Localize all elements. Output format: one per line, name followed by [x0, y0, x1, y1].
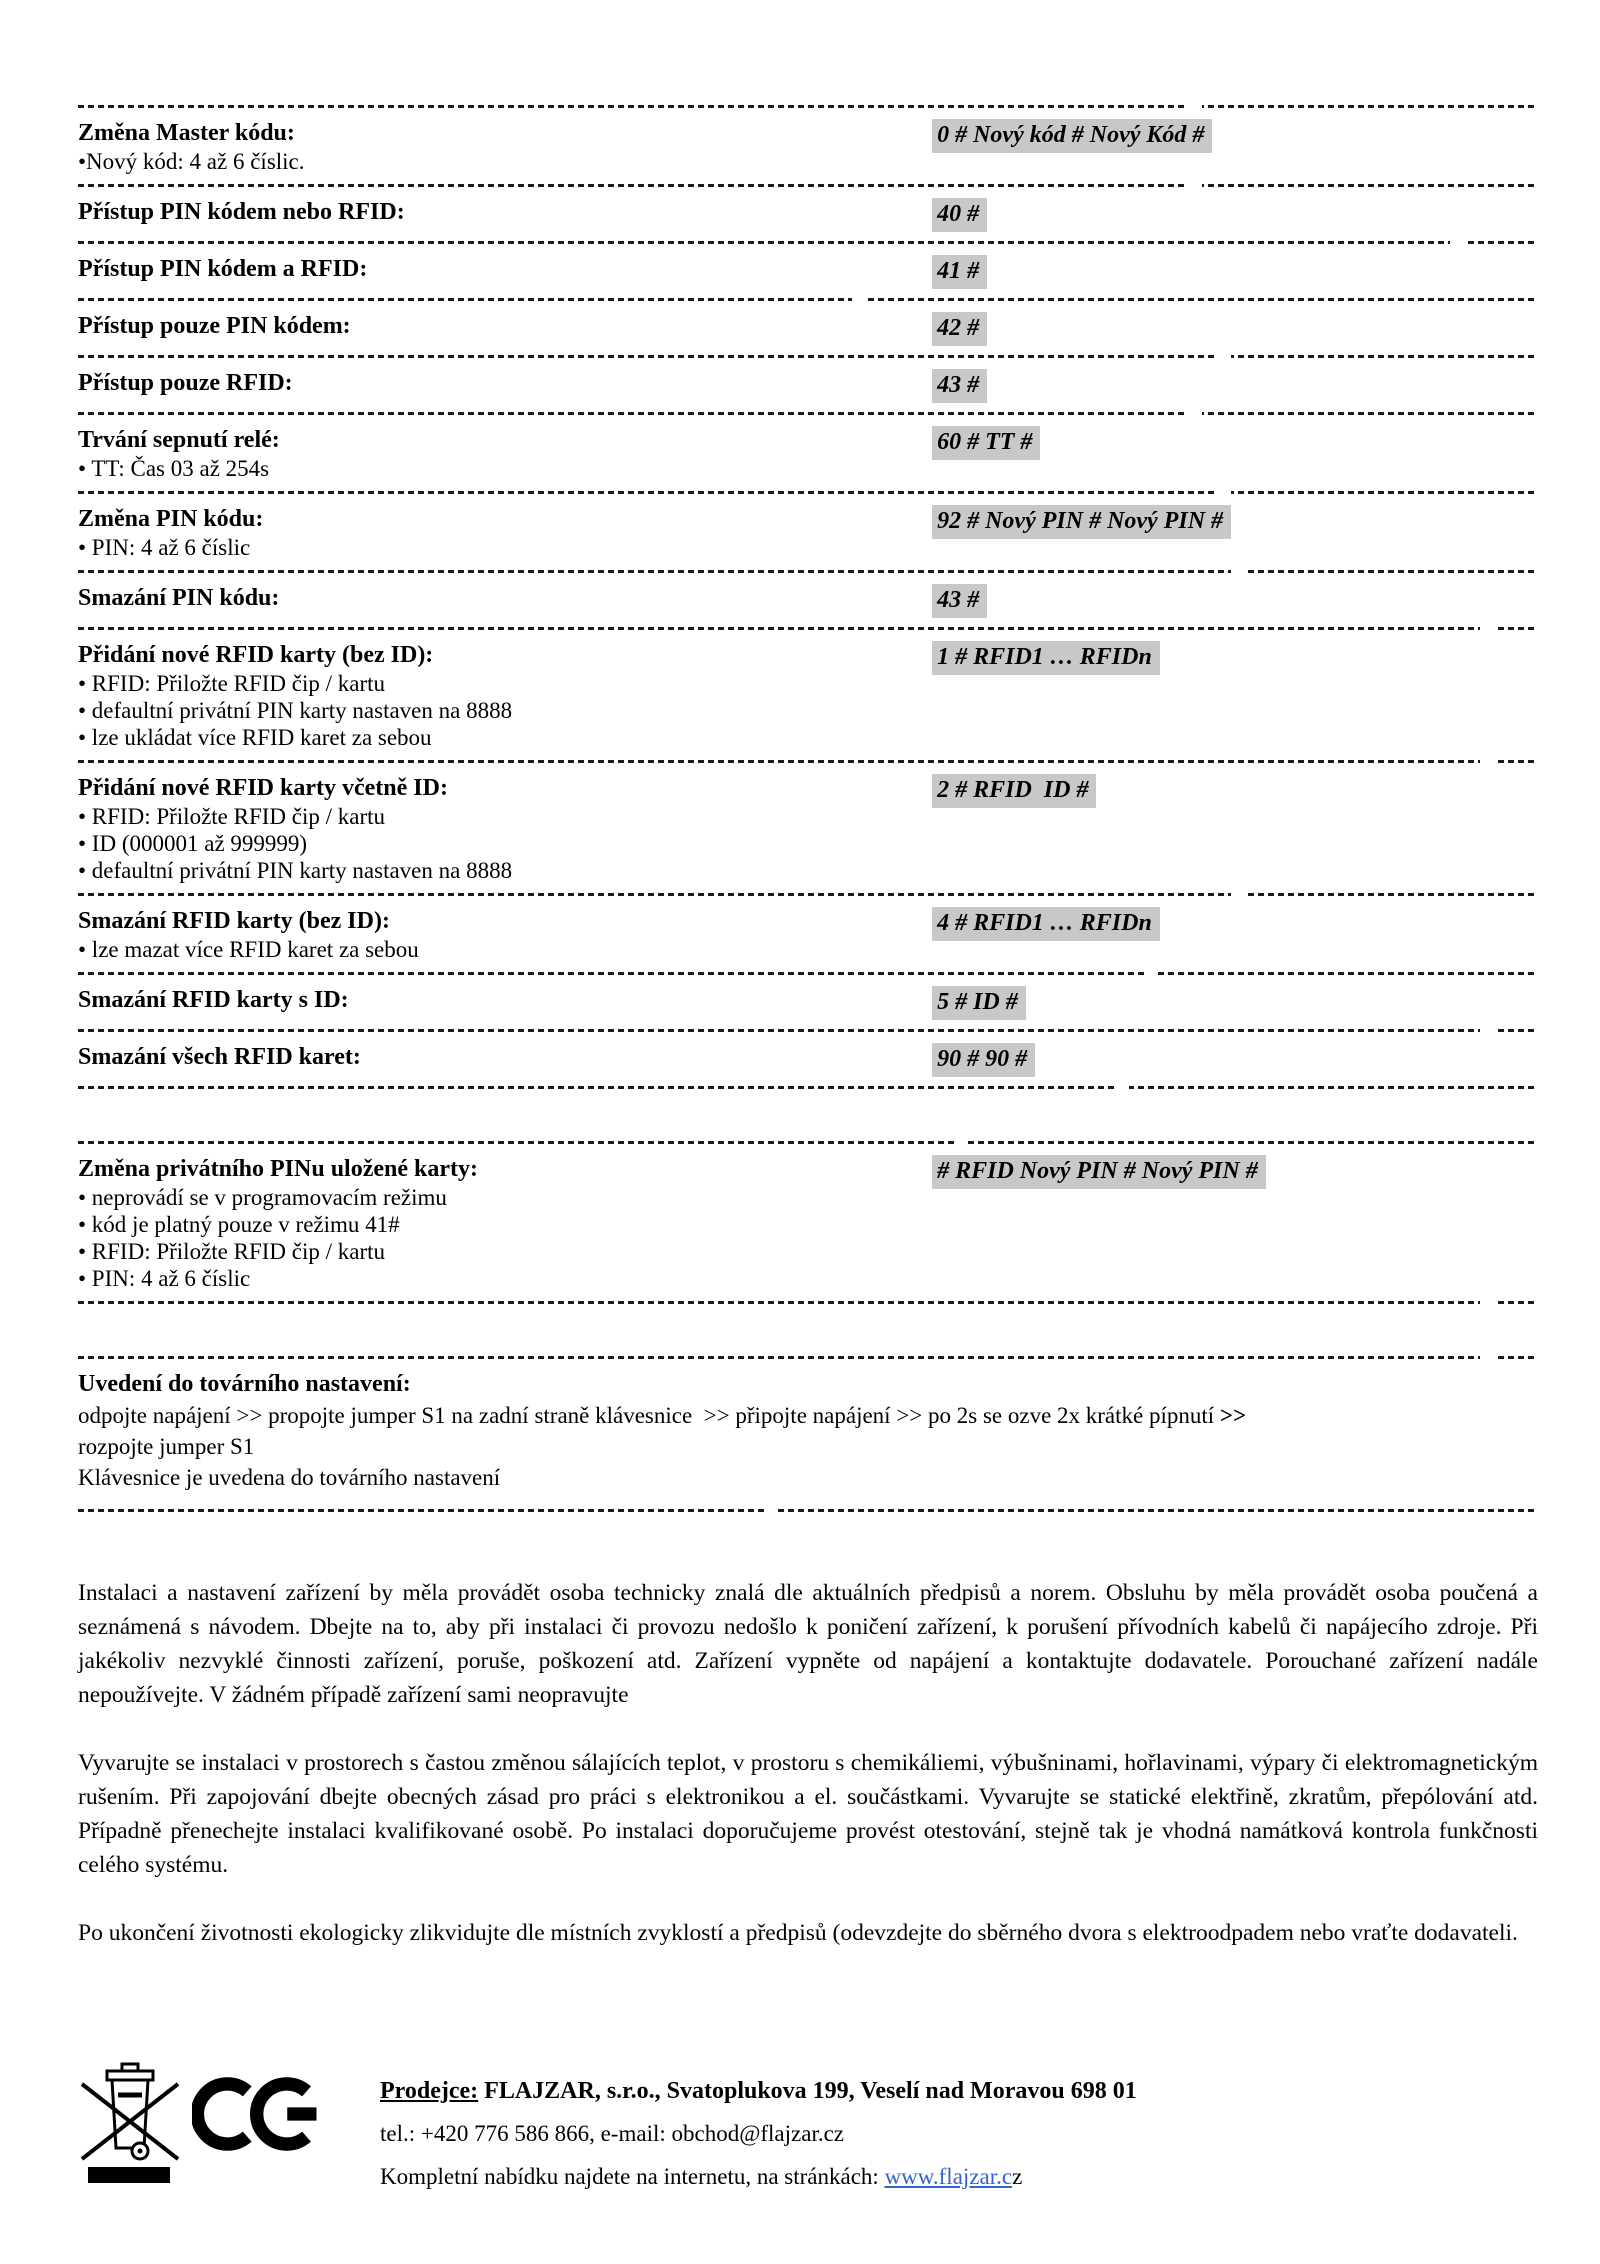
factory-reset-result: Klávesnice je uvedena do továrního nastavení — [78, 1465, 501, 1490]
ce-mark-icon — [192, 2068, 324, 2160]
website-link[interactable]: www.flajzar.c — [884, 2164, 1013, 2189]
dashed-separator — [78, 1029, 1538, 1032]
dashed-separator — [78, 1509, 1538, 1512]
command-note: • defaultní privátní PIN karty nastaven na 8888 — [78, 858, 513, 883]
command-label: Smazání všech RFID karet: — [78, 1044, 361, 1070]
web-line — [380, 2155, 1137, 2198]
dashed-separator — [78, 184, 1538, 187]
dashed-separator — [78, 627, 1538, 630]
dashed-separator — [78, 972, 1538, 975]
keypad-code: 90 # 90 # — [932, 1043, 1035, 1077]
contact-line: tel.: +420 776 586 866, e-mail: obchod@flajzar.cz — [380, 2121, 844, 2146]
weee-crossed-bin-icon — [80, 2062, 180, 2184]
factory-reset-section — [78, 1359, 1538, 1509]
keypad-code: 43 # — [932, 584, 987, 618]
factory-reset-step — [78, 1400, 1538, 1431]
command-row — [78, 1032, 1538, 1086]
command-label: Smazání RFID karty s ID: — [78, 987, 349, 1013]
dashed-separator — [78, 1141, 1538, 1144]
web-link-tail: z — [1012, 2164, 1023, 2189]
command-row — [78, 301, 1538, 355]
disposal-paragraph: Po ukončení životnosti ekologicky zlikvidujte dle místních zvyklostí a předpisů (odevzdejte do sběrného dvora s elektroodpadem nebo vraťte dodavateli. — [78, 1920, 1518, 1946]
blank-band — [78, 1089, 1538, 1141]
seller-line — [380, 2070, 1137, 2112]
keypad-code: 42 # — [932, 312, 987, 346]
command-label: Změna PIN kódu: — [78, 506, 264, 532]
factory-reset-title: Uvedení do továrního nastavení: — [78, 1371, 411, 1397]
command-note: • ID (000001 až 999999) — [78, 831, 308, 856]
safety-paragraph: Instalaci a nastavení zařízení by měla provádět osoba technicky znalá dle aktuálních předpisů a norem. Obsluhu by měla provádět osoba poučená a seznámená s návodem. Dbejte na to, aby při instalaci či provozu nedošlo k poničení zařízení, k porušení přívodních kabelů či napájecího zdroje. Při jakékoliv nezvyklé činnosti zařízení, poruše, poškození atd. Zařízení vypněte od napájení a kontaktujte dodavatele. Porouchané zařízení nadále nepoužívejte. V žádném případě zařízení sami neopravujte — [78, 1580, 1538, 1708]
command-note: • PIN: 4 až 6 číslic — [78, 1266, 251, 1291]
command-note: • lze mazat více RFID karet za sebou — [78, 937, 419, 962]
dashed-separator — [78, 570, 1538, 573]
command-label: Smazání RFID karty (bez ID): — [78, 908, 390, 934]
keypad-code: 40 # — [932, 198, 987, 232]
command-row — [78, 630, 1538, 760]
command-row — [78, 108, 1538, 184]
safety-paragraph: Vyvarujte se instalaci v prostorech s častou změnou sálajících teplot, v prostoru s chemikáliemi, výbušninami, hořlavinami, výpary či elektromagnetickým rušením. Při zapojování dbejte obecných zásad pro práci s elektronikou a el. součástkami. Vyvarujte se statické elektřině, zkratům, přepólování atd. Případně přenechejte instalaci kvalifikované osobě. Po instalaci doporučujeme provést otestování, stejně tak je vhodná namátková kontrola funkčnosti celého systému. — [78, 1750, 1538, 1878]
command-label: Přidání nové RFID karty (bez ID): — [78, 642, 434, 668]
safety-notes — [78, 1576, 1538, 1950]
blank-band — [78, 1304, 1538, 1356]
command-label: Přístup PIN kódem nebo RFID: — [78, 199, 405, 225]
command-note: •Nový kód: 4 až 6 číslic. — [78, 149, 305, 174]
command-note: • lze ukládat více RFID karet za sebou — [78, 725, 432, 750]
dashed-separator — [78, 1301, 1538, 1304]
command-note: • RFID: Přiložte RFID čip / kartu — [78, 1239, 386, 1264]
keypad-code: 0 # Nový kód # Nový Kód # — [932, 119, 1212, 153]
dashed-separator — [78, 298, 1538, 301]
command-label: Trvání sepnutí relé: — [78, 427, 280, 453]
keypad-code: 60 # TT # — [932, 426, 1040, 460]
command-label: Přístup pouze PIN kódem: — [78, 313, 351, 339]
dashed-separator — [78, 412, 1538, 415]
command-label: Změna Master kódu: — [78, 120, 295, 146]
command-label: Smazání PIN kódu: — [78, 585, 280, 611]
command-row — [78, 975, 1538, 1029]
footer — [78, 2062, 1538, 2198]
command-note: • defaultní privátní PIN karty nastaven na 8888 — [78, 698, 513, 723]
command-note: • TT: Čas 03 až 254s — [78, 456, 270, 481]
seller-address: FLAJZAR, s.r.o., Svatoplukova 199, Veselí nad Moravou 698 01 — [478, 2078, 1137, 2104]
factory-reset-step: rozpojte jumper S1 — [78, 1434, 255, 1459]
keypad-code: 41 # — [932, 255, 987, 289]
dashed-separator — [78, 893, 1538, 896]
command-row — [78, 415, 1538, 491]
certification-icons — [80, 2062, 324, 2184]
command-note: • kód je platný pouze v režimu 41# — [78, 1212, 400, 1237]
command-note: • neprovádí se v programovacím režimu — [78, 1185, 447, 1210]
dashed-separator — [78, 241, 1538, 244]
keypad-code: # RFID Nový PIN # Nový PIN # — [932, 1155, 1266, 1189]
command-row — [78, 896, 1538, 972]
command-row — [78, 358, 1538, 412]
command-row — [78, 244, 1538, 298]
web-line-text: Kompletní nabídku najdete na internetu, na stránkách: — [380, 2164, 885, 2189]
factory-reset-step-arrows: >> — [1219, 1403, 1247, 1428]
dashed-separator — [78, 105, 1538, 108]
command-label: Přístup pouze RFID: — [78, 370, 293, 396]
command-label: Změna privátního PINu uložené karty: — [78, 1156, 479, 1182]
command-row — [78, 763, 1538, 893]
keypad-code: 43 # — [932, 369, 987, 403]
keypad-code: 1 # RFID1 … RFIDn — [932, 641, 1160, 675]
command-note: • PIN: 4 až 6 číslic — [78, 535, 251, 560]
dashed-separator — [78, 760, 1538, 763]
keypad-code: 2 # RFID ID # — [932, 774, 1096, 808]
command-label: Přístup PIN kódem a RFID: — [78, 256, 368, 282]
keypad-code: 92 # Nový PIN # Nový PIN # — [932, 505, 1231, 539]
keypad-code: 4 # RFID1 … RFIDn — [932, 907, 1160, 941]
seller-label: Prodejce: — [380, 2078, 479, 2104]
command-row — [78, 573, 1538, 627]
dashed-separator — [78, 1356, 1538, 1359]
dashed-separator — [78, 491, 1538, 494]
command-row — [78, 1144, 1538, 1301]
command-label: Přidání nové RFID karty včetně ID: — [78, 775, 448, 801]
factory-reset-step-text: odpojte napájení >> propojte jumper S1 na zadní straně klávesnice >> připojte napájení >> po 2s se ozve 2x krátké pípnutí — [78, 1403, 1220, 1428]
seller-info — [380, 2070, 1137, 2198]
dashed-separator — [78, 355, 1538, 358]
keypad-code: 5 # ID # — [932, 986, 1026, 1020]
command-row — [78, 187, 1538, 241]
command-note: • RFID: Přiložte RFID čip / kartu — [78, 671, 386, 696]
command-row — [78, 494, 1538, 570]
command-note: • RFID: Přiložte RFID čip / kartu — [78, 804, 386, 829]
dashed-separator — [78, 1086, 1538, 1089]
